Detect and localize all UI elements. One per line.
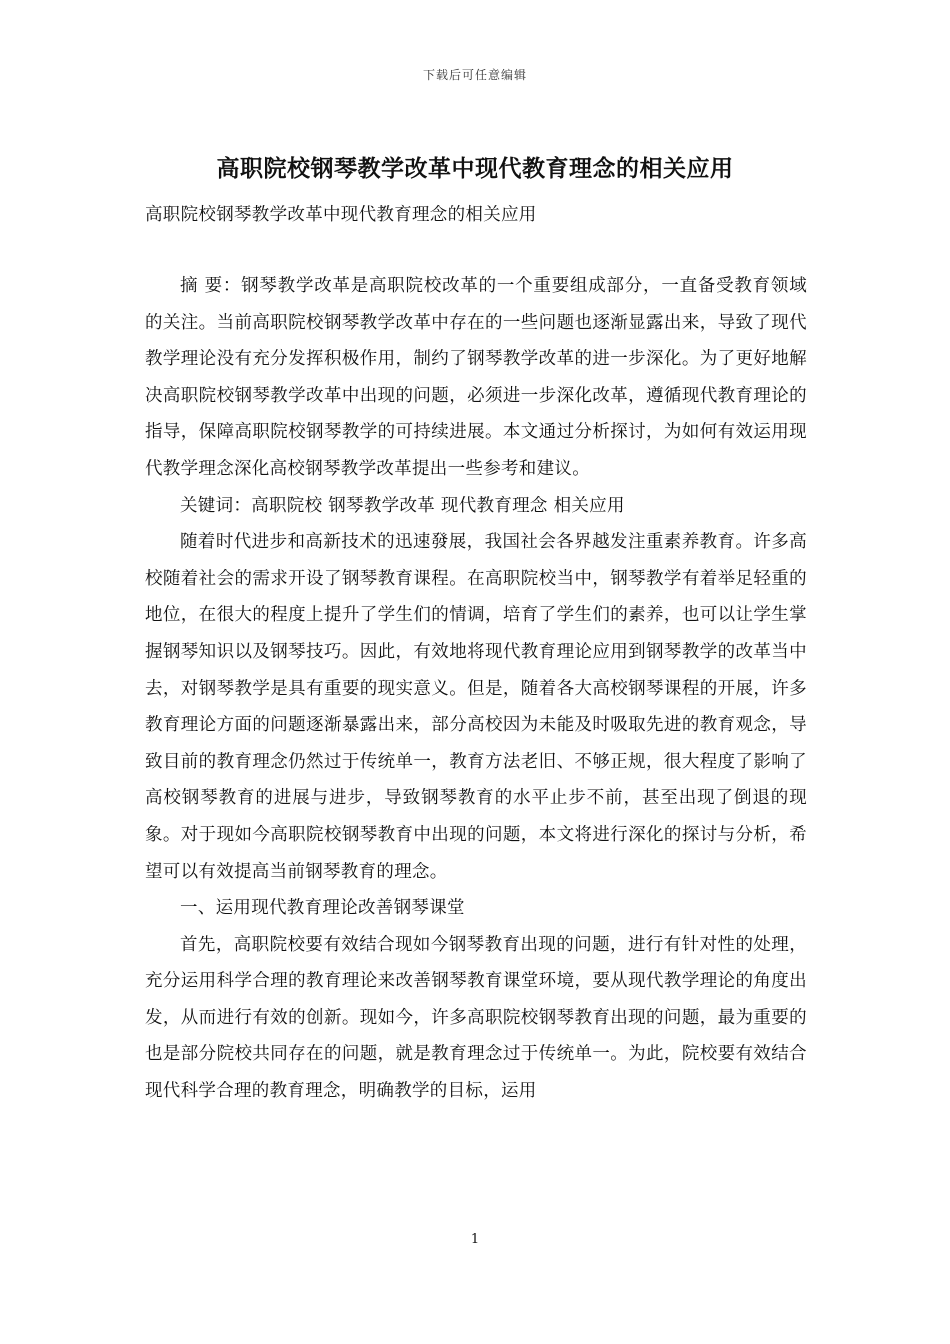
section-heading: 一、运用现代教育理论改善钢琴课堂 — [180, 898, 465, 919]
section-paragraph: 首先，高职院校要有效结合现如今钢琴教育出现的问题，进行有针对性的处理，充分运用科学合理的教育理论来改善钢琴教育课堂环境，要从现代教学理论的角度出发，从而进行有效的创新。现如今，许多高职院校钢琴教育出现的问题，最为重要的也是部分院校共同存在的问题，就是教育理念过于传统单一。为此，院校要有效结合现代科学合理的教育理念，明确教学的目标，运用 — [145, 934, 807, 1102]
keywords-paragraph: 关键词：高职院校 钢琴教学改革 现代教育理念 相关应用 — [180, 495, 625, 516]
header-note: 下载后可任意编辑 — [422, 68, 527, 82]
document-subtitle: 高职院校钢琴教学改革中现代教育理念的相关应用 — [145, 205, 537, 225]
document-body — [145, 268, 807, 1110]
intro-paragraph: 随着时代进步和高新技术的迅速發展，我国社会各界越发注重素养教育。许多高校随着社会的需求开设了钢琴教育课程。在高职院校当中，钢琴教学有着举足轻重的地位，在很大的程度上提升了学生们的情调，培育了学生们的素养，也可以让学生掌握钢琴知识以及钢琴技巧。因此，有效地将现代教育理论应用到钢琴教学的改革当中去，对钢琴教学是具有重要的现实意义。但是，随着各大高校钢琴课程的开展，许多教育理论方面的问题逐渐暴露出来，部分高校因为未能及时吸取先进的教育观念，导致目前的教育理念仍然过于传统单一，教育方法老旧、不够正规，很大程度了影响了高校钢琴教育的进展与进步，导致钢琴教育的水平止步不前，甚至出现了倒退的现象。对于现如今高职院校钢琴教育中出现的问题，本文将进行深化的探讨与分析，希望可以有效提高当前钢琴教育的理念。 — [145, 532, 807, 882]
document-title: 高职院校钢琴教学改革中现代教育理念的相关应用 — [216, 155, 734, 182]
page-number: 1 — [470, 1232, 480, 1247]
abstract-paragraph: 摘 要：钢琴教学改革是高职院校改革的一个重要组成部分，一直备受教育领域的关注。当前高职院校钢琴教学改革中存在的一些问题也逐渐显露出来，导致了现代教学理论没有充分发挥积极作用，制约了钢琴教学改革的进一步深化。为了更好地解决高职院校钢琴教学改革中出现的问题，必须进一步深化改革，遵循现代教育理论的指导，保障高职院校钢琴教学的可持续进展。本文通过分析探讨，为如何有效运用现代教学理念深化高校钢琴教学改革提出一些参考和建议。 — [145, 276, 807, 479]
